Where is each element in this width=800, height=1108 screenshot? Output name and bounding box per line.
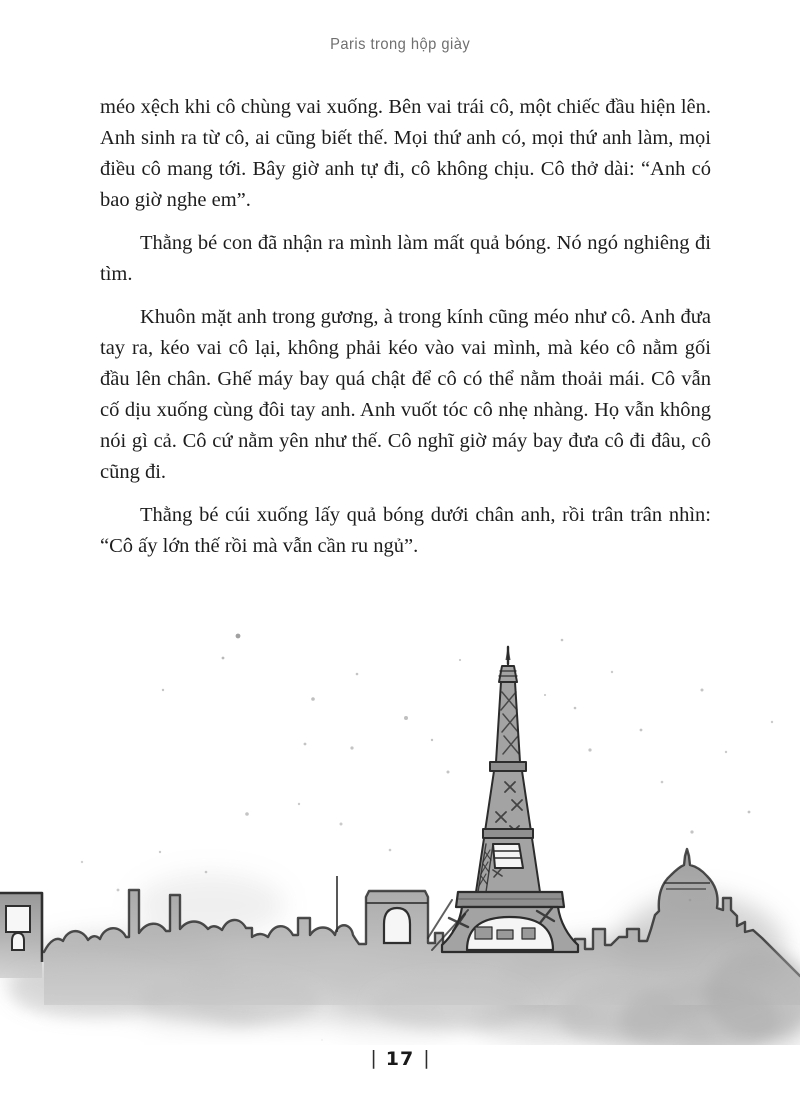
paragraph: Khuôn mặt anh trong gương, à trong kính cũng méo như cô. Anh đưa tay ra, kéo vai cô lại, không phải kéo vào vai mình, mà kéo cô nằm gối đầu lên chân. Ghế máy bay quá chật để cô có thể nằm thoải mái. Cô vẫn cố dịu xuống cùng đôi tay anh. Anh vuốt tóc cô nhẹ nhàng. Họ vẫn không nói gì cả. Cô cứ nằm yên như thế. Cô nghĩ giờ máy bay đưa cô đi đâu, cô cũng đi.	[100, 306, 711, 483]
footer-separator-left: |	[370, 1047, 377, 1069]
page-number: 17	[385, 1048, 415, 1070]
running-header	[0, 36, 800, 54]
left-building	[0, 893, 42, 978]
eiffel-tower	[428, 645, 578, 952]
tower-window-box	[493, 844, 523, 868]
paragraph: Thằng bé cúi xuống lấy quả bóng dưới chân anh, rồi trân trân nhìn: “Cô ấy lớn thế rồi mà vẫn cần ru ngủ”.	[100, 504, 711, 557]
page-footer	[0, 1048, 800, 1070]
building-window	[6, 906, 30, 932]
paragraph: Thằng bé con đã nhận ra mình làm mất quả bóng. Nó ngó nghiêng đi tìm.	[100, 232, 711, 285]
book-title: Paris trong hộp giày	[329, 36, 471, 53]
footer-separator-right: |	[423, 1047, 430, 1069]
building-arch	[12, 933, 24, 950]
paragraph: méo xệch khi cô chùng vai xuống. Bên vai trái cô, một chiếc đầu hiện lên. Anh sinh ra từ cô, ai cũng biết thế. Mọi thứ anh có, mọi thứ anh làm, mọi điều cô mang tới. Bây giờ anh tự đi, cô không chịu. Cô thở dài: “Anh có bao giờ nghe em”.	[100, 96, 711, 211]
page-body	[100, 92, 711, 574]
paris-skyline-illustration	[0, 600, 800, 1045]
